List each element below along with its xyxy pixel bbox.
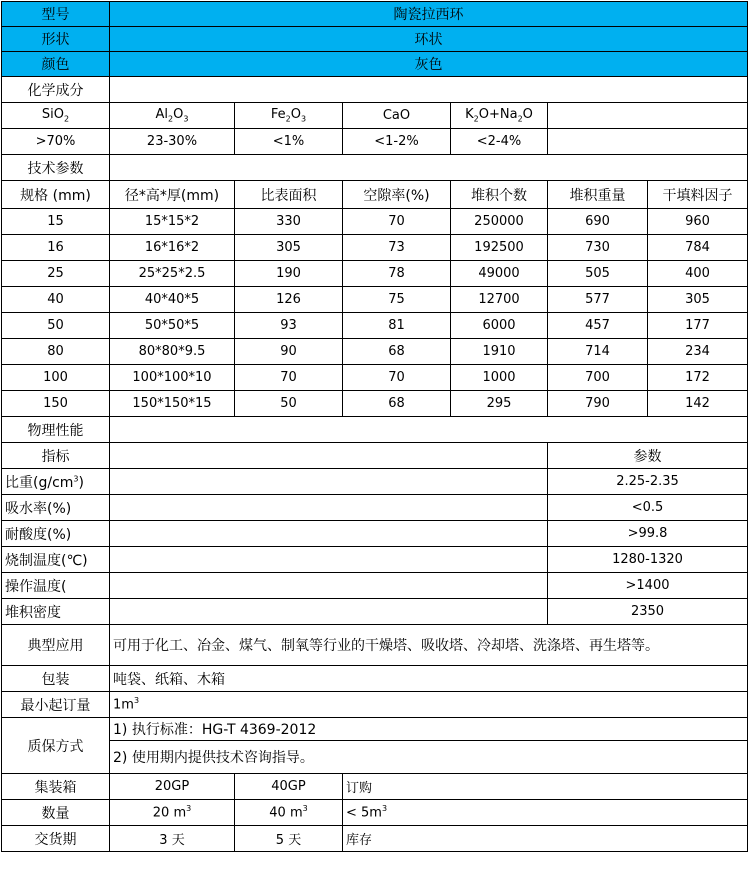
tech-cell: 1000: [451, 365, 548, 391]
tech-header: 规格 (mm): [2, 181, 110, 209]
value-fe2o3: <1%: [235, 129, 343, 155]
physical-label: 耐酸度(%): [2, 521, 110, 547]
packaging-label: 包装: [2, 666, 110, 692]
physical-row: [2, 495, 748, 521]
tech-cell: 330: [235, 209, 343, 235]
tech-cell: 50: [235, 391, 343, 417]
tech-header: 干填料因子: [648, 181, 748, 209]
moq-row: [2, 692, 748, 718]
tech-cell: 40: [2, 287, 110, 313]
tech-rows: [2, 209, 748, 417]
tech-cell: 6000: [451, 313, 548, 339]
delivery-20gp: 3 天: [110, 826, 235, 852]
tech-cell: 505: [548, 261, 648, 287]
container-order: 订购: [343, 774, 748, 800]
tech-cell: 190: [235, 261, 343, 287]
physical-label: 吸水率(%): [2, 495, 110, 521]
tech-cell: 295: [451, 391, 548, 417]
tech-header: 比表面积: [235, 181, 343, 209]
shape-label: 形状: [2, 27, 110, 52]
moq-value: $1m^3$: [110, 692, 748, 718]
physical-value: >99.8: [548, 521, 748, 547]
tech-cell: 70: [235, 365, 343, 391]
tech-cell: 700: [548, 365, 648, 391]
tech-row: [2, 391, 748, 417]
physical-row: [2, 521, 748, 547]
tech-cell: 960: [648, 209, 748, 235]
value-sio2: >70%: [2, 129, 110, 155]
tech-cell: 305: [235, 235, 343, 261]
quantity-label: 数量: [2, 800, 110, 826]
tech-cell: 70: [343, 209, 451, 235]
tech-cell: 126: [235, 287, 343, 313]
tech-cell: 25*25*2.5: [110, 261, 235, 287]
model-row: [2, 2, 748, 27]
physical-label: 烧制温度(℃): [2, 547, 110, 573]
delivery-stock: 库存: [343, 826, 748, 852]
chemical-value-row: [2, 129, 748, 155]
value-al2o3: 23-30%: [110, 129, 235, 155]
tech-cell: 192500: [451, 235, 548, 261]
tech-row: [2, 287, 748, 313]
physical-value: <0.5: [548, 495, 748, 521]
container-row: [2, 774, 748, 800]
value-cao: <1-2%: [343, 129, 451, 155]
packaging-row: [2, 666, 748, 692]
col-sio2: SiO$_2$: [2, 103, 110, 129]
tech-cell: 15*15*2: [110, 209, 235, 235]
shape-row: [2, 27, 748, 52]
value-k2o-na2o: <2-4%: [451, 129, 548, 155]
tech-cell: 16*16*2: [110, 235, 235, 261]
quality-line-1: 1) 执行标准：HG-T 4369-2012: [110, 718, 748, 741]
tech-cell: 50: [2, 313, 110, 339]
packaging-text: 吨袋、纸箱、木箱: [110, 666, 748, 692]
tech-cell: 172: [648, 365, 748, 391]
tech-header: 径*高*厚(mm): [110, 181, 235, 209]
tech-header-row: [2, 181, 748, 209]
physical-rows: [2, 495, 748, 625]
quantity-20gp: 20 $m^3$: [110, 800, 235, 826]
tech-cell: 50*50*5: [110, 313, 235, 339]
chemical-title-row: [2, 77, 748, 103]
density-label: 比重$(g/cm^3)$: [2, 469, 110, 495]
delivery-40gp: 5 天: [235, 826, 343, 852]
tech-cell: 49000: [451, 261, 548, 287]
physical-title: 物理性能: [2, 417, 110, 443]
tech-cell: 714: [548, 339, 648, 365]
physical-row: [2, 469, 748, 495]
tech-cell: 70: [343, 365, 451, 391]
tech-cell: 75: [343, 287, 451, 313]
physical-label: 操作温度(: [2, 573, 110, 599]
application-label: 典型应用: [2, 625, 110, 666]
color-label: 颜色: [2, 52, 110, 77]
density-value: 2.25-2.35: [548, 469, 748, 495]
tech-row: [2, 235, 748, 261]
tech-title: 技术参数: [2, 155, 110, 181]
color-value: 灰色: [110, 52, 748, 77]
physical-value: 2350: [548, 599, 748, 625]
tech-cell: 150*150*15: [110, 391, 235, 417]
physical-value: 1280-1320: [548, 547, 748, 573]
chemical-title: 化学成分: [2, 77, 110, 103]
tech-row: [2, 313, 748, 339]
col-k2o-na2o: $K_2O+Na_2O$: [451, 103, 548, 129]
tech-cell: 457: [548, 313, 648, 339]
tech-cell: 305: [648, 287, 748, 313]
physical-row: [2, 573, 748, 599]
tech-row: [2, 209, 748, 235]
physical-row: [2, 547, 748, 573]
quality-line-2: 2) 使用期内提供技术咨询指导。: [110, 741, 748, 774]
tech-cell: 690: [548, 209, 648, 235]
tech-cell: 100*100*10: [110, 365, 235, 391]
shape-value: 环状: [110, 27, 748, 52]
tech-cell: 790: [548, 391, 648, 417]
col-al2o3: $Al_2O_3$: [110, 103, 235, 129]
tech-cell: 80: [2, 339, 110, 365]
tech-cell: 577: [548, 287, 648, 313]
quantity-40gp: 40 $m^3$: [235, 800, 343, 826]
tech-row: [2, 261, 748, 287]
tech-header: 堆积重量: [548, 181, 648, 209]
chemical-header-row: [2, 103, 748, 129]
tech-header: 堆积个数: [451, 181, 548, 209]
tech-cell: 730: [548, 235, 648, 261]
tech-cell: 15: [2, 209, 110, 235]
quality-row-1: [2, 718, 748, 741]
quantity-order: < $5m^3$: [343, 800, 748, 826]
tech-cell: 234: [648, 339, 748, 365]
tech-cell: 90: [235, 339, 343, 365]
delivery-label: 交货期: [2, 826, 110, 852]
physical-header-row: [2, 443, 748, 469]
delivery-row: [2, 826, 748, 852]
param-label: 参数: [548, 443, 748, 469]
tech-cell: 250000: [451, 209, 548, 235]
tech-cell: 78: [343, 261, 451, 287]
col-cao: CaO: [343, 103, 451, 129]
physical-row: [2, 599, 748, 625]
index-label: 指标: [2, 443, 110, 469]
col-fe2o3: $Fe_2O_3$: [235, 103, 343, 129]
moq-label: 最小起订量: [2, 692, 110, 718]
container-40gp: 40GP: [235, 774, 343, 800]
container-20gp: 20GP: [110, 774, 235, 800]
physical-value: >1400: [548, 573, 748, 599]
tech-cell: 12700: [451, 287, 548, 313]
color-row: [2, 52, 748, 77]
tech-cell: 16: [2, 235, 110, 261]
physical-title-row: [2, 417, 748, 443]
tech-cell: 68: [343, 339, 451, 365]
tech-cell: 80*80*9.5: [110, 339, 235, 365]
tech-cell: 400: [648, 261, 748, 287]
tech-cell: 68: [343, 391, 451, 417]
product-spec-table: [1, 1, 748, 852]
quantity-row: [2, 800, 748, 826]
tech-cell: 784: [648, 235, 748, 261]
tech-cell: 177: [648, 313, 748, 339]
tech-cell: 73: [343, 235, 451, 261]
container-label: 集装箱: [2, 774, 110, 800]
tech-header: 空隙率(%): [343, 181, 451, 209]
tech-cell: 81: [343, 313, 451, 339]
tech-cell: 1910: [451, 339, 548, 365]
tech-cell: 93: [235, 313, 343, 339]
quality-label: 质保方式: [2, 718, 110, 774]
tech-cell: 142: [648, 391, 748, 417]
tech-cell: 25: [2, 261, 110, 287]
quality-row-2: [2, 741, 748, 774]
tech-cell: 40*40*5: [110, 287, 235, 313]
tech-row: [2, 339, 748, 365]
application-text: 可用于化工、冶金、煤气、制氧等行业的干燥塔、吸收塔、冷却塔、洗涤塔、再生塔等。: [110, 625, 748, 666]
physical-label: 堆积密度: [2, 599, 110, 625]
tech-cell: 100: [2, 365, 110, 391]
model-label: 型号: [2, 2, 110, 27]
tech-cell: 150: [2, 391, 110, 417]
tech-row: [2, 365, 748, 391]
application-row: [2, 625, 748, 666]
tech-title-row: [2, 155, 748, 181]
model-value: 陶瓷拉西环: [110, 2, 748, 27]
